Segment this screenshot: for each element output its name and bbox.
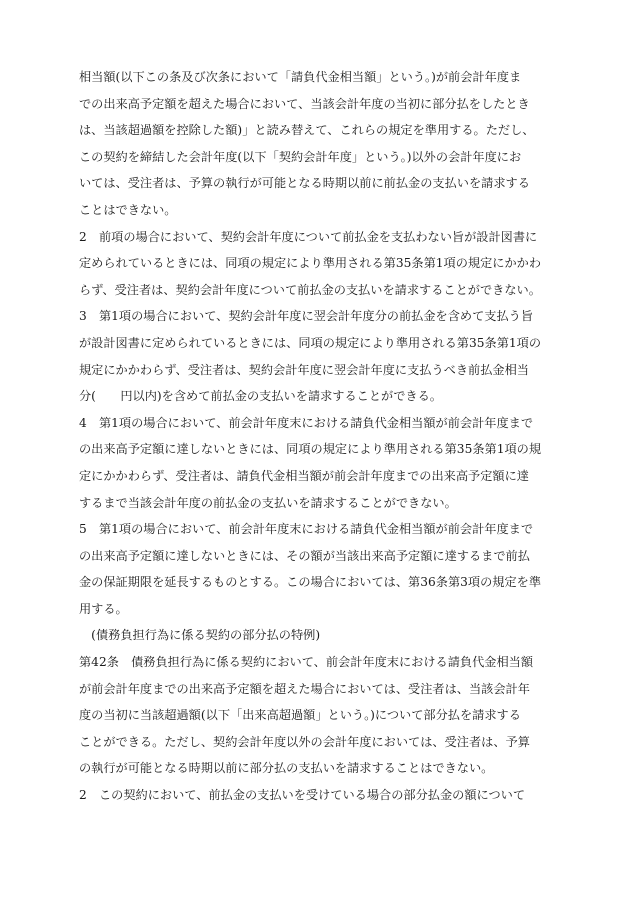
text-line: 3 第1項の場合において、契約会計年度に翌会計年度分の前払金を含めて支払う旨 bbox=[79, 309, 534, 324]
text-line: 用する。 bbox=[79, 601, 128, 616]
text-line: 度の当初に当該超過額(以下「出来高超過額」という。)について部分払を請求する bbox=[79, 708, 521, 723]
text-line: 第42条 債務負担行為に係る契約において、前会計年度末における請負代金相当額 bbox=[79, 655, 534, 670]
text-line: 定められているときには、同項の規定により準用される第35条第1項の規定にかかわ bbox=[79, 256, 542, 271]
text-line: の出来高予定額に達しないときには、同項の規定により準用される第35条第1項の規 bbox=[79, 442, 542, 457]
text-line: 2 前項の場合において、契約会計年度について前払金を支払わない旨が設計図書に bbox=[79, 229, 538, 244]
text-line: 定にかかわらず、受注者は、請負代金相当額が前会計年度までの出来高予定額に達 bbox=[79, 468, 529, 483]
text-line: は、当該超過額を控除した額)」と読み替えて、これらの規定を準用する。ただし、 bbox=[79, 123, 535, 138]
text-line: いては、受注者は、予算の執行が可能となる時期以前に前払金の支払いを請求する bbox=[79, 176, 530, 191]
text-line: ことはできない。 bbox=[79, 202, 177, 217]
text-line: の執行が可能となる時期以前に部分払の支払いを請求することはできない。 bbox=[79, 761, 494, 776]
text-line: 2 この契約において、前払金の支払いを受けている場合の部分払金の額について bbox=[79, 788, 526, 803]
text-line: 規定にかかわらず、受注者は、契約会計年度に翌会計年度に支払うべき前払金相当 bbox=[79, 362, 529, 377]
text-line: 5 第1項の場合において、前会計年度末における請負代金相当額が前会計年度まで bbox=[79, 522, 534, 537]
text-line: 分( 円以内)を含めて前払金の支払いを請求することができる。 bbox=[79, 389, 442, 404]
text-line: この契約を締結した会計年度(以下「契約会計年度」という。)以外の会計年度にお bbox=[79, 149, 522, 164]
text-line: の出来高予定額に達しないときには、その額が当該出来高予定額に達するまで前払 bbox=[79, 548, 530, 563]
text-line: が前会計年度までの出来高予定額を超えた場合においては、受注者は、当該会計年 bbox=[79, 681, 530, 696]
text-line: 4 第1項の場合において、前会計年度末における請負代金相当額が前会計年度まで bbox=[79, 415, 534, 430]
text-line: ことができる。ただし、契約会計年度以外の会計年度においては、受注者は、予算 bbox=[79, 734, 530, 749]
body-text bbox=[79, 64, 554, 809]
text-line: (債務負担行為に係る契約の部分払の特例) bbox=[79, 628, 321, 643]
text-line: するまで当該会計年度の前払金の支払いを請求することができない。 bbox=[79, 495, 457, 510]
text-line: 金の保証期限を延長するものとする。この場合においては、第36条第3項の規定を準 bbox=[79, 575, 542, 590]
text-line: での出来高予定額を超えた場合において、当該会計年度の当初に部分払をしたとき bbox=[79, 96, 530, 111]
text-line: が設計図書に定められているときには、同項の規定により準用される第35条第1項の bbox=[79, 335, 542, 350]
text-line: らず、受注者は、契約会計年度について前払金の支払いを請求することができない。 bbox=[79, 282, 541, 297]
text-line: 相当額(以下この条及び次条において「請負代金相当額」という。)が前会計年度ま bbox=[79, 70, 522, 84]
